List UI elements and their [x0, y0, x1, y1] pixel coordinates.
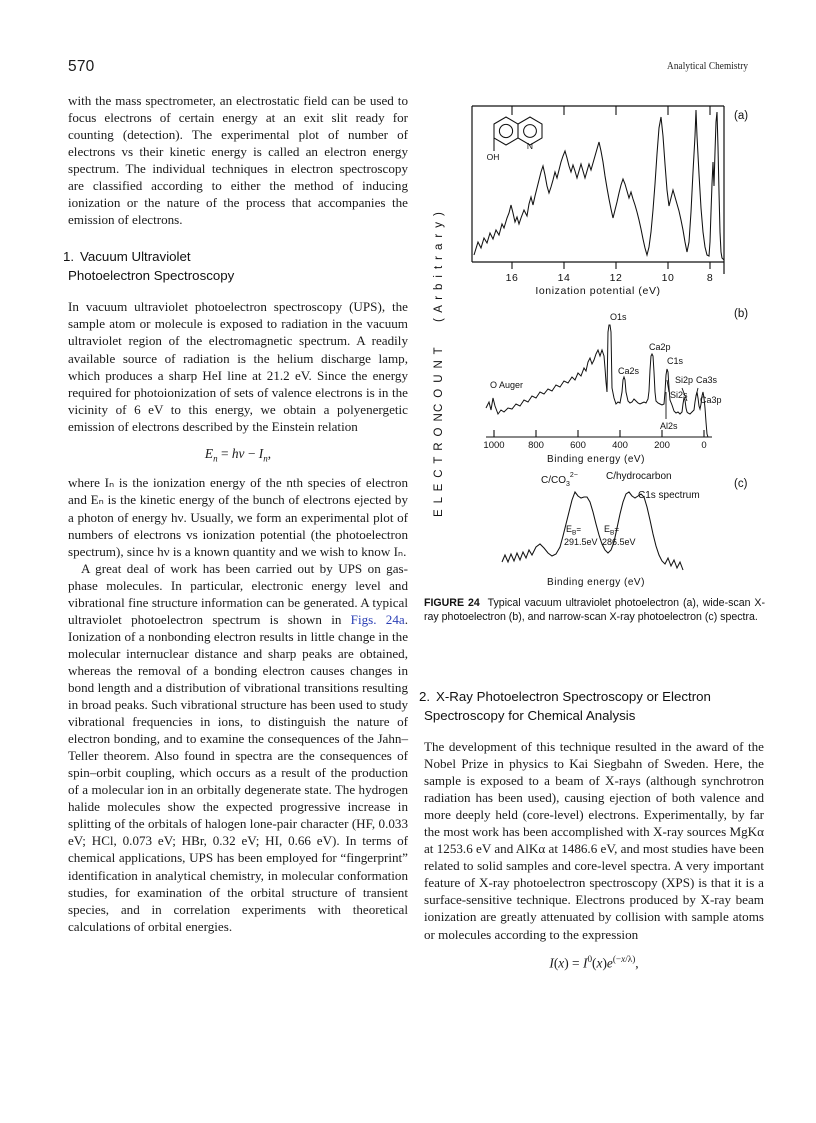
- peak-label-al2s: Al2s: [660, 421, 678, 431]
- y-axis-label-arbitrary: ( A r b i t r a r y ): [433, 210, 445, 322]
- svg-text:14: 14: [557, 272, 571, 284]
- heading-2-line-2: Spectroscopy for Chemical Analysis: [424, 707, 636, 723]
- paragraph-ups-applications: [68, 560, 408, 935]
- equation-attenuation: $I(x) = I^0(x)e^{(-x/\lambda)}$,: [549, 953, 639, 971]
- figure-caption: [424, 597, 765, 624]
- binding-energy-right-value: 286.5eV: [602, 537, 636, 547]
- page-number: 570: [68, 58, 95, 75]
- peak-label-ca3p: Ca3p: [700, 395, 722, 405]
- paragraph-text-before-xref: A great deal of work has been carried out by UPS on gas-phase molecules. In particular, electronic energy level and vibrational fine structure information can be generated. A typical ultraviolet photoelectron spectrum is shown in: [68, 560, 408, 627]
- panel-b: [483, 308, 748, 465]
- heading-line-1: Vacuum Ultraviolet: [80, 249, 191, 265]
- binding-energy-left-symbol: $E_B=$: [566, 524, 582, 537]
- journal-title: Analytical Chemistry: [666, 61, 748, 72]
- svg-text:16: 16: [505, 272, 519, 284]
- heading-number-2: 2.: [419, 689, 431, 704]
- peak-label-si2p: Si2p: [675, 375, 694, 385]
- y-axis-label-electron: E L E C T R O N: [433, 411, 445, 517]
- peak-label-si2s: Si2s: [670, 390, 688, 400]
- running-head: [68, 58, 748, 80]
- panel-b-peak-labels: [490, 312, 722, 431]
- svg-text:400: 400: [612, 440, 628, 451]
- panel-c-peak-labels: [541, 471, 700, 501]
- svg-text:8: 8: [706, 272, 714, 284]
- paragraph-continuation: with the mass spectrometer, an electrostatic field can be used to focus electrons of certain energy at an exit slit ready for counting (detection). The experimental plot of number of electrons vs their kinetic energy is called an electron energy spectrum. The individual techniques in electron spectroscopy are classified according to either the method of inducing ionization or the nature of the process that accompanies the emission of electrons.: [68, 93, 408, 228]
- panel-c-spectrum-trace: [502, 492, 683, 570]
- svg-text:1000: 1000: [483, 440, 505, 451]
- svg-text:600: 600: [570, 440, 586, 451]
- peak-label-ca2p: Ca2p: [649, 342, 671, 352]
- peak-label-o-auger: O Auger: [490, 380, 524, 390]
- svg-text:0: 0: [701, 440, 707, 451]
- paragraph-xps-intro: The development of this technique resulted in the award of the Nobel Prize in physics to Kai Siegbahn of Sweden. Here, the sample is exposed to a beam of X-rays (although synchrotron radiation has been used), causing ejection of both valence and more deeply held (core-level) electrons. Experimentally, by far the most work has been accomplished with X-ray sources MgKα at 1253.6 eV and AlKα at 1486.6 eV, and most studies have been related to solid samples and core-level spectra. A very important feature of X-ray photoelectron spectroscopy (XPS) is that it is a surface-sensitive technique. Electrons produced by X-ray beam ionization are greatly attenuated by collision with sample atoms or molecules according to the expression: [424, 739, 764, 942]
- panel-a-tick-labels: [506, 272, 714, 284]
- svg-text:800: 800: [528, 440, 544, 451]
- heading-number: 1.: [63, 249, 75, 265]
- panel-c-title: C1s spectrum: [638, 490, 700, 501]
- panel-b-x-ticks: [494, 430, 704, 437]
- figure-caption-label: FIGURE 24: [424, 597, 480, 609]
- paragraph-text-after-xref: . Ionization of a nonbonding electron results in little change in the molecular internuclear distance and sharp peaks are obtained, whereas the removal of a bonding electron causes changes in bond length and a distribution of vibrational transitions resulting in broad peaks. Such vibrational structure has been used to study vibrational frequencies in ions, to distinguish the nature of electron bonding, and to examine the consequences of the Jahn–Teller theorem. Also found in spectra are the consequences of spin–orbit coupling, which occurs as a result of the production of a molecular ion in an orbitally degenerate state. The hydrogen halide molecules show the expected progressive increase in splitting of the orbitals of halogen lone-pair character (HF, 0.033 eV; HCl, 0.073 eV; HBr, 0.32 eV; HI, 0.66 eV). In terms of chemical applications, UPS has been employed for “fingerprint” identification in analytical chemistry, in molecular conformation studies, for examination of the orbital structure of transient species, and in correlation experiments with theoretical calculations of orbital energies.: [68, 611, 408, 934]
- left-column: [63, 92, 408, 935]
- y-axis-label-count: C O U N T: [433, 345, 445, 412]
- paragraph-ionization-energy: where Iₙ is the ionization energy of the nth species of electron and Eₙ is the kinetic energy of the bunch of electrons ejected by a photon of energy hν. Usually, we form an experimental plot of numbers of electrons vs ionization potential (the photoelectron spectrum), since hν is a known quantity and we wish to know Iₙ.: [68, 475, 408, 559]
- figure-24: [424, 92, 764, 592]
- panel-a-spectrum-trace: [474, 110, 724, 260]
- panel-c-x-axis-label: Binding energy (eV): [547, 577, 645, 588]
- binding-energy-left-value: 291.5eV: [564, 537, 598, 547]
- peak-label-o1s: O1s: [610, 312, 627, 322]
- panel-a: [472, 106, 748, 297]
- panel-a-top-ticks: [512, 106, 710, 115]
- figure-24-graphic: [424, 92, 764, 592]
- panel-c-energy-labels: [564, 524, 636, 547]
- panel-b-x-axis-label: Binding energy (eV): [547, 454, 645, 465]
- equation-einstein-relation: $E_n = h\nu - I_n$,: [204, 445, 272, 464]
- panel-a-x-ticks: [512, 262, 710, 269]
- figure-caption-text: Typical vacuum ultraviolet photoelectron (a), wide-scan X-ray photoelectron (b), and narrow-scan X-ray photoelectron (c) spectra.: [424, 597, 766, 623]
- heading-2-line-1: X-Ray Photoelectron Spectroscopy or Electron: [436, 689, 711, 704]
- binding-energy-right-symbol: $E_B=$: [604, 524, 620, 537]
- svg-text:10: 10: [661, 272, 675, 284]
- molecule-8-hydroxyquinoline: [494, 117, 542, 151]
- heading-line-2: Photoelectron Spectroscopy: [68, 267, 235, 283]
- panel-b-tag: (b): [734, 308, 749, 320]
- peak-label-ca3s: Ca3s: [696, 375, 718, 385]
- panel-a-x-axis-label: Ionization potential (eV): [535, 285, 661, 297]
- panel-c-tag: (c): [734, 478, 748, 490]
- panel-c: [502, 471, 748, 588]
- peak-label-hydrocarbon: C/hydrocarbon: [606, 471, 672, 482]
- peak-label-c1s: C1s: [667, 356, 684, 366]
- svg-text:200: 200: [654, 440, 670, 451]
- figure-y-axis-label: [433, 211, 445, 517]
- paragraph-ups-intro: In vacuum ultraviolet photoelectron spectroscopy (UPS), the sample atom or molecule is exposed to radiation in the vacuum ultraviolet region of the electromagnetic spectrum. A readily available source of radiation is the helium discharge lamp, which produces a sharp HeI line at 21.2 eV. Since the energy required for photoionization of sets of valence electrons is in the vicinity of 6 eV to this energy, we obtain a polyenergetic emission of electrons described by the Einstein relation: [68, 299, 408, 434]
- right-column: [419, 688, 764, 982]
- svg-text:12: 12: [609, 272, 623, 284]
- peak-label-ca2s: Ca2s: [618, 366, 640, 376]
- heading-xps: [419, 688, 764, 725]
- cross-reference-link-figs-24a[interactable]: Figs. 24a: [350, 611, 405, 627]
- peak-label-carbonate: $C/CO_3^{2-}$: [541, 472, 578, 488]
- molecule-group-hydroxyl: OH: [486, 152, 500, 162]
- molecule-atom-nitrogen: N: [526, 141, 534, 151]
- heading-vacuum-ultraviolet: [63, 248, 408, 285]
- panel-b-tick-labels: [483, 440, 706, 451]
- panel-a-tag: (a): [734, 110, 749, 122]
